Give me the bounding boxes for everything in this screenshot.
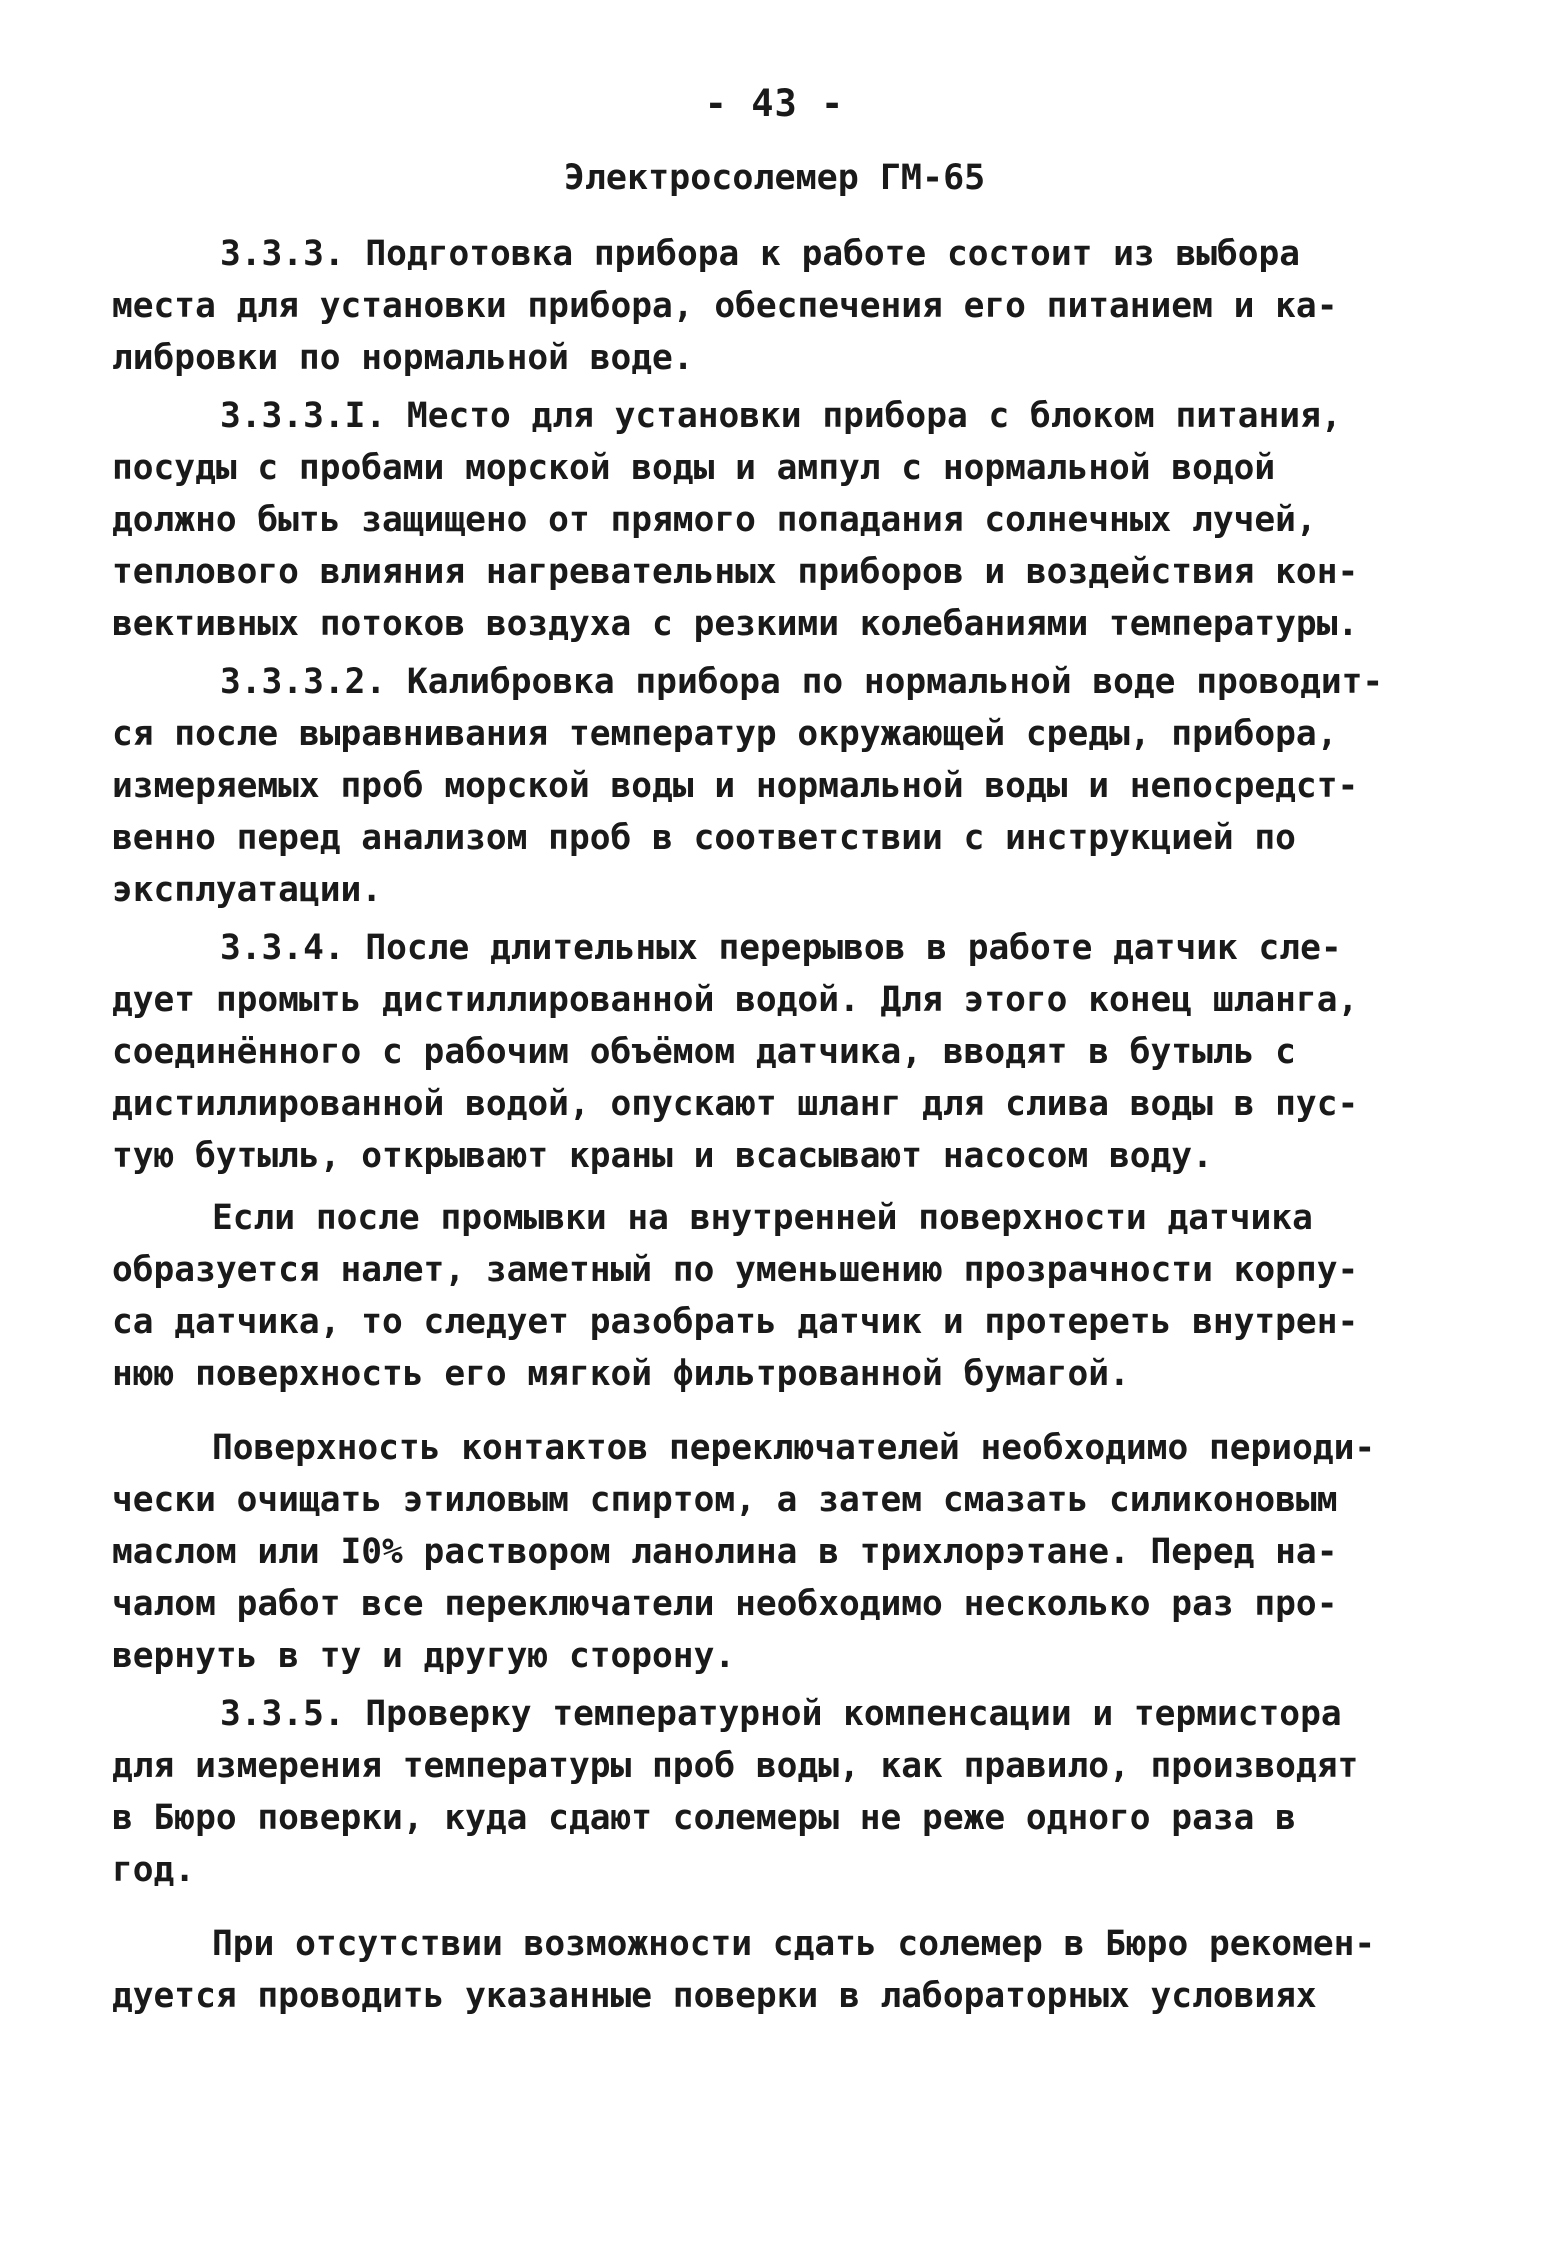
text-line: При отсутствии возможности сдать солемер в Бюро рекомен- [212, 1924, 1376, 1964]
text-line: соединённого с рабочим объёмом датчика, вводят в бутыль с [112, 1032, 1296, 1072]
text-line: Поверхность контактов переключателей необходимо периоди- [212, 1428, 1376, 1468]
text-line: 3.3.5. Проверку температурной компенсации и термистора [220, 1694, 1342, 1734]
text-line: 3.3.3.2. Калибровка прибора по нормальной воде проводит- [220, 662, 1384, 702]
text-line: в Бюро поверки, куда сдают солемеры не реже одного раза в [112, 1798, 1296, 1838]
text-line: ся после выравнивания температур окружающей среды, прибора, [112, 714, 1338, 754]
text-line: должно быть защищено от прямого попадания солнечных лучей, [112, 500, 1317, 540]
section-title: Электросолемер ГМ-65 [563, 158, 986, 198]
text-line: венно перед анализом проб в соответствии с инструкцией по [112, 818, 1296, 858]
text-line: год. [112, 1850, 196, 1890]
text-line: для измерения температуры проб воды, как правило, производят [112, 1746, 1359, 1786]
text-line: маслом или I0% раствором ланолина в трихлорэтане. Перед на- [112, 1532, 1338, 1572]
text-line: теплового влияния нагревательных приборов и воздействия кон- [112, 552, 1359, 592]
text-line: са датчика, то следует разобрать датчик и протереть внутрен- [112, 1302, 1359, 1342]
text-line: дистиллированной водой, опускают шланг для слива воды в пус- [112, 1084, 1359, 1124]
text-line: дует промыть дистиллированной водой. Для этого конец шланга, [112, 980, 1359, 1020]
text-line: вернуть в ту и другую сторону. [112, 1636, 736, 1676]
text-line: дуется проводить указанные поверки в лабораторных условиях [112, 1976, 1317, 2016]
text-line: Если после промывки на внутренней поверхности датчика [212, 1198, 1313, 1238]
body-text [112, 228, 1412, 2022]
text-line: чалом работ все переключатели необходимо несколько раз про- [112, 1584, 1338, 1624]
text-line: тую бутыль, открывают краны и всасывают насосом воду. [112, 1136, 1213, 1176]
page-number: - 43 - [704, 82, 845, 125]
text-line: вективных потоков воздуха с резкими колебаниями температуры. [112, 604, 1359, 644]
text-line: посуды с пробами морской воды и ампул с нормальной водой [112, 448, 1276, 488]
text-line: 3.3.4. После длительных перерывов в работе датчик сле- [220, 928, 1342, 968]
text-line: измеряемых проб морской воды и нормальной воды и непосредст- [112, 766, 1359, 806]
text-line: места для установки прибора, обеспечения его питанием и ка- [112, 286, 1338, 326]
text-line: образуется налет, заметный по уменьшению прозрачности корпу- [112, 1250, 1359, 1290]
text-line: чески очищать этиловым спиртом, а затем смазать силиконовым [112, 1480, 1338, 1520]
text-line: нюю поверхность его мягкой фильтрованной бумагой. [112, 1354, 1130, 1394]
text-line: 3.3.3. Подготовка прибора к работе состоит из выбора [220, 234, 1301, 274]
text-line: либровки по нормальной воде. [112, 338, 694, 378]
text-line: 3.3.3.I. Место для установки прибора с блоком питания, [220, 396, 1342, 436]
text-line: эксплуатации. [112, 870, 383, 910]
